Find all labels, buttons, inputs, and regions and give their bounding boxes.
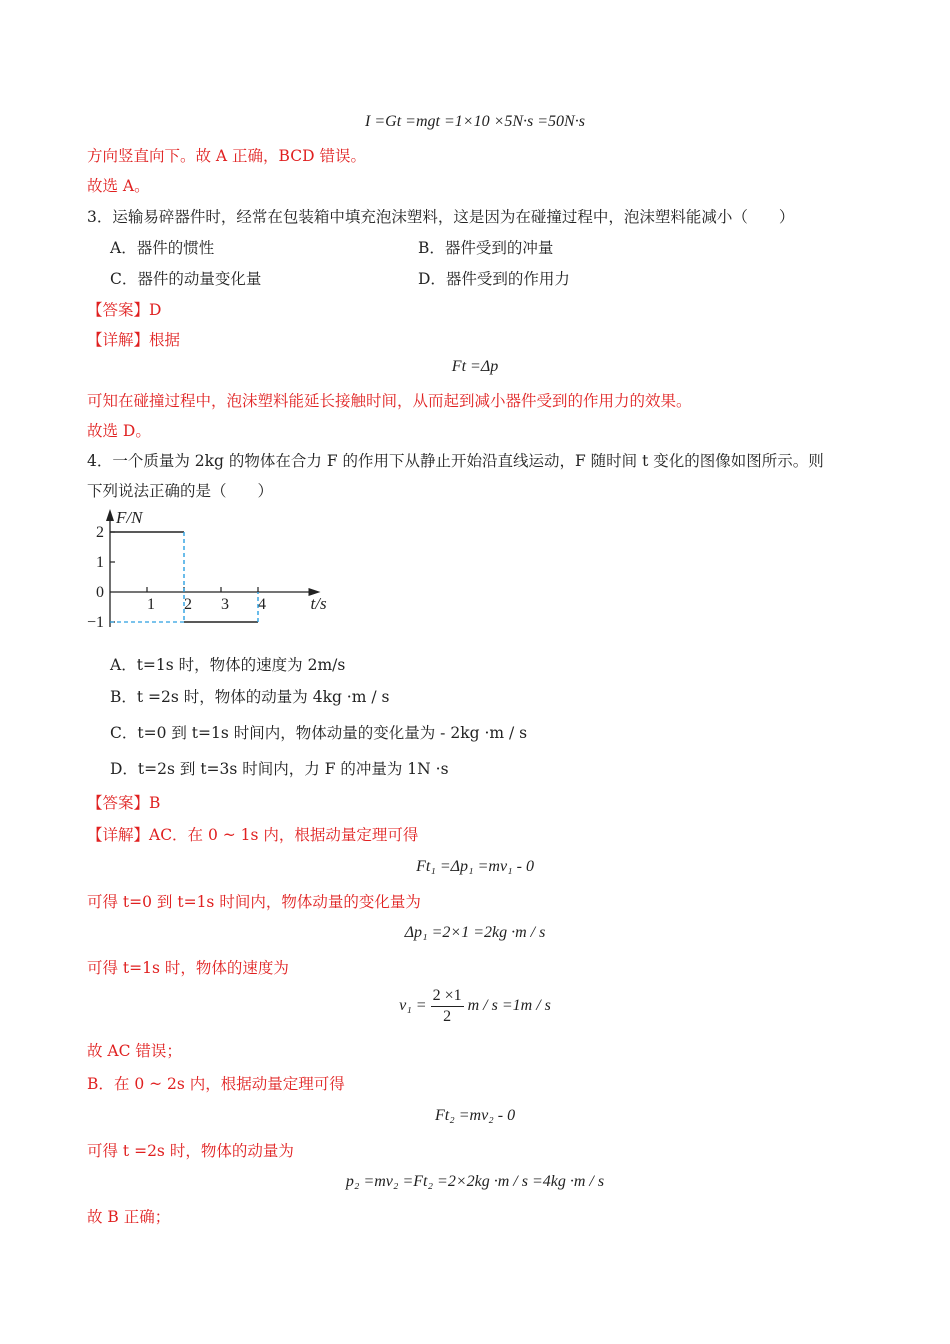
direction-conclusion: 方向竖直向下。故 A 正确，BCD 错误。 xyxy=(87,147,366,165)
q4-ac-wrong: 故 AC 错误； xyxy=(87,1042,182,1060)
q4-equation-4: Ft₂ =mv₂ - 0 xyxy=(434,1107,516,1124)
q4-detail-b: B．在 0 ~ 2s 内，根据动量定理可得 xyxy=(87,1075,345,1093)
q4-text-4: 可得 t =2s 时，物体的动量为 xyxy=(87,1142,294,1160)
q3-explain: 可知在碰撞过程中，泡沫塑料能延长接触时间，从而起到减小器件受到的作用力的效果。 xyxy=(87,392,692,410)
q4-option-c: C．t=0 到 t=1s 时间内，物体动量的变化量为 - 2kg ·m / s xyxy=(110,724,528,742)
q4-stem-2: 下列说法正确的是（ ） xyxy=(87,482,274,500)
q3-detail: 【详解】根据 xyxy=(87,331,181,349)
q3-option-b: B．器件受到的冲量 xyxy=(418,239,554,257)
q3-equation: Ft =Δp xyxy=(451,358,499,375)
q3-choose: 故选 D。 xyxy=(87,422,151,440)
q4-detail-ac: 【详解】AC．在 0 ~ 1s 内，根据动量定理可得 xyxy=(87,826,419,844)
q4-text-1: 可得 t=0 到 t=1s 时间内，物体动量的变化量为 xyxy=(87,893,421,911)
q4-option-d: D．t=2s 到 t=3s 时间内，力 F 的冲量为 1N ·s xyxy=(110,760,449,778)
q3-option-d: D．器件受到的作用力 xyxy=(418,270,570,288)
y-tick-label: −1 xyxy=(86,614,104,631)
q4-equation-1: Ft₁ =Δp₁ =mv₁ - 0 xyxy=(416,858,534,875)
y-tick-label: 0 xyxy=(96,584,104,601)
q4-option-b: B．t =2s 时，物体的动量为 4kg ·m / s xyxy=(110,688,390,706)
y-axis-arrow xyxy=(106,509,114,521)
eq3-lhs: v₁ = xyxy=(399,997,427,1015)
q4-b-right: 故 B 正确； xyxy=(87,1208,171,1226)
q4-option-a: A．t=1s 时，物体的速度为 2m/s xyxy=(110,656,346,674)
q4-equation-3 xyxy=(0,986,950,1027)
q4-text-2: 可得 t=1s 时，物体的速度为 xyxy=(87,959,289,977)
y-tick-label: 2 xyxy=(96,524,104,541)
q3-option-a: A．器件的惯性 xyxy=(110,239,215,257)
q3-stem: 3．运输易碎器件时，经常在包装箱中填充泡沫塑料，这是因为在碰撞过程中，泡沫塑料能减小（ ） xyxy=(87,208,795,226)
q4-stem-1: 4．一个质量为 2kg 的物体在合力 F 的作用下从静止开始沿直线运动，F 随时间 t 变化的图像如图所示。则 xyxy=(87,452,824,470)
x-tick-label: 3 xyxy=(221,596,229,613)
force-time-chart xyxy=(80,503,327,645)
x-axis-label: t/s xyxy=(310,594,327,613)
eq3-numerator: 2 ×1 xyxy=(431,986,464,1007)
q3-answer: 【答案】D xyxy=(87,301,162,319)
impulse-equation: I =Gt =mgt =1×10 ×5N·s =50N·s xyxy=(365,113,585,130)
q3-option-c: C．器件的动量变化量 xyxy=(110,270,262,288)
x-tick-label: 4 xyxy=(258,596,266,613)
x-tick-label: 2 xyxy=(184,596,192,613)
q4-equation-2: Δp₁ =2×1 =2kg ·m / s xyxy=(404,924,546,941)
y-axis-label: F/N xyxy=(116,508,143,527)
x-tick-label: 1 xyxy=(147,596,155,613)
y-tick-label: 1 xyxy=(96,554,104,571)
eq3-rhs: m / s =1m / s xyxy=(467,997,551,1015)
q4-equation-5: p₂ =mv₂ =Ft₂ =2×2kg ·m / s =4kg ·m / s xyxy=(345,1173,605,1190)
eq3-fraction xyxy=(431,986,464,1027)
eq3-denominator: 2 xyxy=(443,1008,452,1025)
choose-a: 故选 A。 xyxy=(87,177,150,195)
q4-answer: 【答案】B xyxy=(87,794,161,812)
